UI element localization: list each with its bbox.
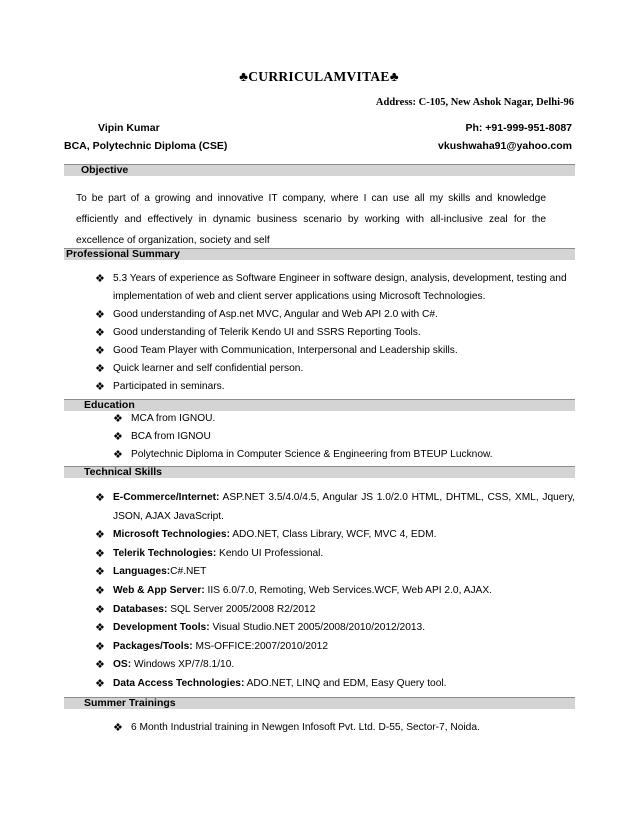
list-item — [113, 428, 493, 446]
skill-value: C#.NET — [170, 566, 207, 578]
list-item-text: 5.3 Years of experience as Software Engineer in software design, analysis, development, testing and implementation of web and client server applications using Microsoft Technologies. — [113, 273, 567, 302]
list-item — [95, 270, 575, 306]
diamond-bullet-icon: ❖ — [113, 413, 123, 425]
list-item — [113, 410, 493, 428]
diamond-bullet-icon: ❖ — [95, 273, 105, 285]
list-item — [95, 656, 575, 675]
skill-value: ADO.NET, LINQ and EDM, Easy Query tool. — [244, 677, 447, 689]
phone-number: Ph: +91-999-951-8087 — [465, 122, 572, 134]
skill-value: SQL Server 2005/2008 R2/2012 — [167, 603, 316, 615]
skill-value: Kendo UI Professional. — [216, 547, 324, 559]
list-item — [95, 526, 575, 545]
diamond-bullet-icon: ❖ — [95, 363, 105, 375]
section-heading-summer-trainings: Summer Trainings — [84, 697, 176, 709]
diamond-bullet-icon: ❖ — [113, 449, 123, 461]
diamond-bullet-icon: ❖ — [95, 492, 105, 504]
list-item — [95, 675, 575, 694]
list-item-text: Good understanding of Asp.net MVC, Angular and Web API 2.0 with C#. — [113, 309, 438, 320]
section-bar-professional-summary — [64, 248, 575, 260]
skill-value: Visual Studio.NET 2005/2008/2010/2012/2013. — [209, 622, 426, 634]
list-item — [95, 489, 575, 526]
list-item-text: Good understanding of Telerik Kendo UI and SSRS Reporting Tools. — [113, 327, 421, 338]
list-item — [95, 360, 575, 378]
diamond-bullet-icon: ❖ — [95, 529, 105, 542]
list-item — [95, 324, 575, 342]
list-item — [95, 378, 575, 396]
list-item-text: Polytechnic Diploma in Computer Science & Engineering from BTEUP Lucknow. — [131, 449, 493, 460]
skill-label: Languages: — [113, 566, 171, 578]
diamond-bullet-icon: ❖ — [95, 584, 105, 597]
list-item — [95, 638, 575, 657]
skill-label: E-Commerce/Internet: — [113, 492, 220, 503]
diamond-bullet-icon: ❖ — [95, 659, 105, 672]
list-item-text: MCA from IGNOU. — [131, 413, 216, 424]
address-label: Address — [375, 97, 413, 108]
email-address: vkushwaha91@yahoo.com — [438, 140, 572, 152]
skill-label: Telerik Technologies: — [113, 547, 217, 559]
document-title: ♣CURRICULAMVITAE♣ — [239, 69, 399, 84]
section-bar-summer-trainings — [64, 697, 575, 709]
section-heading-technical-skills: Technical Skills — [84, 466, 163, 478]
address-value: : C-105, New Ashok Nagar, Delhi-96 — [412, 97, 574, 108]
professional-summary-list — [95, 270, 575, 396]
skill-value: Windows XP/7/8.1/10. — [131, 659, 235, 671]
diamond-bullet-icon: ❖ — [95, 566, 105, 579]
section-bar-objective — [64, 164, 575, 176]
list-item-text: Participated in seminars. — [113, 381, 225, 392]
diamond-bullet-icon: ❖ — [95, 640, 105, 653]
list-item — [95, 342, 575, 360]
list-item-text: Quick learner and self confidential person. — [113, 363, 304, 374]
skill-label: OS: — [113, 659, 132, 671]
diamond-bullet-icon: ❖ — [95, 677, 105, 690]
summer-trainings-list — [113, 719, 480, 737]
diamond-bullet-icon: ❖ — [95, 547, 105, 560]
diamond-bullet-icon: ❖ — [113, 431, 123, 443]
list-item — [95, 545, 575, 564]
section-bar-technical-skills — [64, 466, 575, 478]
skill-label: Packages/Tools: — [113, 640, 193, 652]
diamond-bullet-icon: ❖ — [95, 622, 105, 635]
list-item — [113, 446, 493, 464]
diamond-bullet-icon: ❖ — [95, 309, 105, 321]
skill-value: ADO.NET, Class Library, WCF, MVC 4, EDM. — [229, 529, 437, 541]
section-heading-education: Education — [84, 399, 135, 411]
skill-label: Data Access Technologies: — [113, 677, 245, 689]
list-item — [113, 719, 480, 737]
list-item — [95, 582, 575, 601]
skill-value: IIS 6.0/7.0, Remoting, Web Services.WCF, Web API 2.0, AJAX. — [204, 584, 492, 596]
list-item-text: Good Team Player with Communication, Interpersonal and Leadership skills. — [113, 345, 458, 356]
skill-label: Microsoft Technologies: — [113, 529, 230, 541]
technical-skills-list — [95, 489, 575, 694]
qualification: BCA, Polytechnic Diploma (CSE) — [64, 140, 228, 152]
skill-value: MS-OFFICE:2007/2010/2012 — [192, 640, 328, 652]
skill-label: Databases: — [113, 603, 168, 615]
skill-label: Development Tools: — [113, 622, 210, 634]
address-line — [376, 97, 574, 108]
skill-label: Web & App Server: — [113, 584, 205, 596]
list-item — [95, 601, 575, 620]
section-heading-objective: Objective — [81, 164, 129, 176]
diamond-bullet-icon: ❖ — [95, 381, 105, 393]
section-heading-professional-summary: Professional Summary — [66, 248, 180, 260]
diamond-bullet-icon: ❖ — [95, 603, 105, 616]
candidate-name: Vipin Kumar — [98, 122, 160, 134]
list-item — [95, 306, 575, 324]
diamond-bullet-icon: ❖ — [95, 345, 105, 357]
list-item-text: BCA from IGNOU — [131, 431, 211, 442]
education-list — [113, 410, 493, 464]
skill-value: ASP.NET 3.5/4.0/4.5, Angular JS 1.0/2.0 HTML, DHTML, CSS, XML, Jquery, JSON, AJAX JavaScript. — [113, 492, 575, 522]
list-item-text: 6 Month Industrial training in Newgen Infosoft Pvt. Ltd. D-55, Sector-7, Noida. — [131, 722, 480, 733]
list-item — [95, 619, 575, 638]
list-item — [95, 563, 575, 582]
diamond-bullet-icon: ❖ — [95, 327, 105, 339]
diamond-bullet-icon: ❖ — [113, 722, 123, 734]
objective-text: To be part of a growing and innovative IT company, where I can use all my skills and knowledge efficiently and effectively in dynamic business scenario by working with all-inclusive zeal for the excellence of organization, society and self — [76, 193, 546, 246]
